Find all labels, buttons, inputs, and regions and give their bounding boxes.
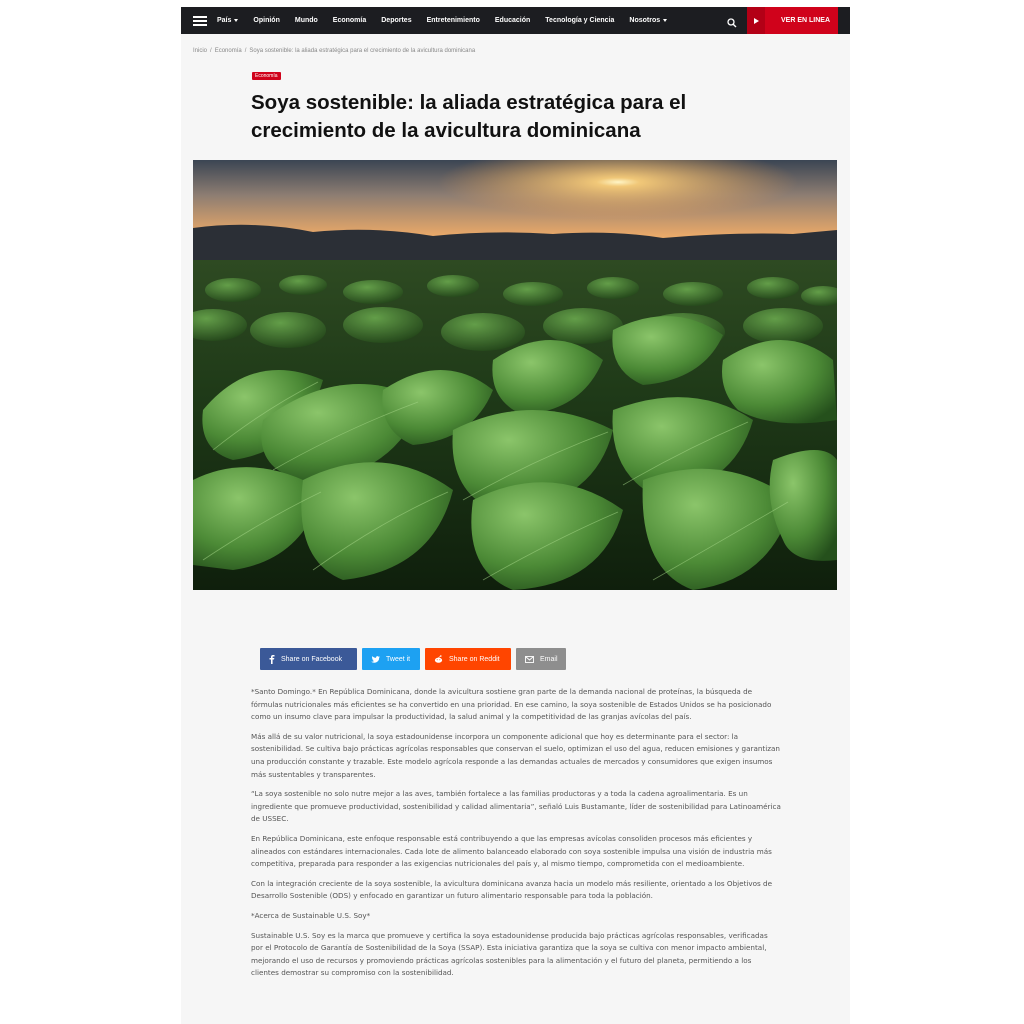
share-email-label: Email (540, 655, 558, 663)
breadcrumb-link-section[interactable]: Economía (214, 48, 242, 54)
share-facebook-button[interactable] (260, 648, 357, 670)
page (181, 7, 850, 1024)
nav-item-opinion[interactable] (253, 17, 279, 24)
nav-item-label: Entretenimiento (426, 17, 480, 24)
share-reddit-button[interactable] (425, 648, 511, 670)
watch-live-button[interactable] (747, 7, 838, 34)
share-reddit-label: Share on Reddit (449, 655, 500, 663)
tweet-label: Tweet it (386, 655, 411, 663)
article-title: Soya sostenible: la aliada estratégica para el crecimiento de la avicultura dominicana (251, 91, 687, 142)
main-nav-menu (217, 17, 682, 24)
twitter-bird-icon (371, 656, 380, 663)
breadcrumb-current: Soya sostenible: la aliada estratégica para el crecimiento de la avicultura dominicana (249, 48, 476, 54)
nav-item-economia[interactable] (333, 17, 366, 24)
category-badge[interactable]: Economía (252, 72, 281, 80)
nav-item-educacion[interactable] (495, 17, 530, 24)
article-paragraph: Sustainable U.S. Soy es la marca que promueve y certifica la soya estadounidense producida bajo prácticas agrícolas responsables, verificadas por el Protocolo de Garantía de Sostenibilidad de la Soya (SSAP). Esta iniciativa garantiza que la soya se cultiva con menor impacto ambiental, mejorando el uso de recursos y promoviendo prácticas agrícolas sostenibles para la alimentación y el futuro del planeta, permitiendo a los clientes demostrar su compromiso con la sostenibilidad. (251, 930, 768, 978)
hamburger-menu-icon[interactable] (193, 16, 207, 26)
nav-item-label: País (217, 17, 232, 24)
share-email-button[interactable] (516, 648, 566, 670)
article-body (251, 686, 781, 987)
nav-item-label: Mundo (294, 17, 318, 24)
nav-item-entretenimiento[interactable] (427, 17, 480, 24)
nav-item-label: Deportes (381, 17, 412, 24)
breadcrumb-separator: / (210, 48, 212, 54)
nav-item-label: Opinión (253, 17, 280, 24)
chevron-down-icon (234, 19, 238, 22)
hero-image (193, 160, 837, 590)
nav-item-label: Nosotros (629, 17, 661, 24)
nav-item-label: Educación (494, 17, 531, 24)
watch-live-label: VER EN LINEA (781, 17, 831, 24)
play-icon (747, 7, 765, 34)
nav-item-tecnologia[interactable] (545, 17, 614, 24)
envelope-icon (525, 656, 534, 663)
share-facebook-label: Share on Facebook (281, 655, 343, 663)
breadcrumb (193, 48, 475, 54)
article-paragraph: Más allá de su valor nutricional, la soya estadounidense incorpora un componente adicional que hoy es determinante para el sector: la sostenibilidad. Se cultiva bajo prácticas agrícolas responsables que conservan el suelo, optimizan el uso del agua, reducen emisiones y garantizan una producción constante y trazable. Este modelo agrícola responde a las demandas actuales de mercados y consumidores que exigen insumos más sustentables y transparentes. (251, 731, 780, 779)
top-navigation-bar (181, 7, 850, 34)
breadcrumb-separator: / (244, 48, 247, 54)
nav-item-nosotros[interactable] (629, 17, 667, 24)
article-paragraph: *Santo Domingo.* En República Dominicana, donde la avicultura sostiene gran parte de la demanda nacional de proteínas, la búsqueda de fórmulas nutricionales más eficientes se ha convertido en una prioridad. En ese camino, la soya sostenible de Estados Unidos se ha posicionado como un insumo clave para impulsar la productividad, la salud animal y la competitividad de las granjas avícolas del país. (251, 687, 772, 722)
breadcrumb-link-home[interactable]: Inicio (193, 48, 208, 54)
reddit-icon (434, 655, 443, 663)
article-quote-paragraph: “La soya sostenible no solo nutre mejor a las aves, también fortalece a las familias productoras y a toda la cadena agroalimentaria. Es un ingrediente que promueve productividad, sostenibilidad y calidad alimentaria”, señaló Luis Bustamante, líder de sostenibilidad para Latinoamérica de USSEC. (251, 789, 781, 824)
article-subheading: *Acerca de Sustainable U.S. Soy* (251, 910, 371, 920)
nav-item-label: Tecnología y Ciencia (545, 17, 615, 24)
nav-item-deportes[interactable] (381, 17, 411, 24)
article-paragraph: En República Dominicana, este enfoque responsable está contribuyendo a que las empresas avícolas consoliden procesos más eficientes y alineados con estándares internacionales. Cada lote de alimento balanceado elaborado con soya sostenible impulsa una visión de industria más competitiva, preparada para responder a las exigencias nutricionales del país y, al mismo tiempo, comprometida con el medioambiente. (251, 833, 772, 869)
search-icon[interactable] (727, 15, 737, 25)
nav-item-pais[interactable] (217, 17, 238, 24)
facebook-icon (269, 655, 275, 664)
nav-item-mundo[interactable] (295, 17, 318, 24)
tweet-button[interactable] (362, 648, 420, 670)
chevron-down-icon (663, 19, 667, 22)
nav-item-label: Economía (332, 17, 367, 24)
article-paragraph: Con la integración creciente de la soya sostenible, la avicultura dominicana avanza hacia un modelo más resiliente, orientado a los Objetivos de Desarrollo Sostenible (ODS) y enfocado en garantizar un futuro alimentario responsable para toda la población. (251, 878, 773, 901)
share-buttons (260, 648, 571, 670)
